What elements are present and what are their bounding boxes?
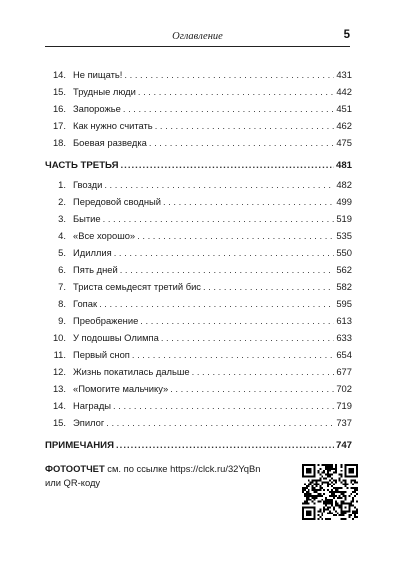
toc-entry[interactable] [45, 382, 352, 396]
toc-entry-page: 582 [336, 281, 352, 292]
toc-entry[interactable] [45, 331, 352, 345]
toc-entry-number: 16. [52, 103, 66, 114]
toc-entry-number: 15. [52, 86, 66, 97]
dot-leader [132, 348, 334, 362]
dot-leader [99, 297, 334, 311]
toc-entry-title: Идиллия [73, 247, 112, 258]
page-number: 5 [343, 29, 350, 41]
toc-entry[interactable] [45, 178, 352, 192]
toc-entry-page: 654 [336, 349, 352, 360]
notes-page: 747 [335, 440, 352, 451]
toc-entry-page: 475 [336, 137, 352, 148]
toc-entry-number: 8. [58, 298, 66, 309]
toc-entry-title: Жизнь покатилась дальше [73, 366, 190, 377]
toc-entry-title: Трудные люди [73, 86, 136, 97]
toc-entry-number: 7. [58, 281, 66, 292]
toc-entry[interactable] [45, 102, 352, 116]
toc-entry-page: 519 [336, 213, 352, 224]
toc-entry[interactable] [45, 416, 352, 430]
dot-leader [123, 102, 334, 116]
toc-entry-title: Запорожье [73, 103, 121, 114]
toc-entry[interactable] [45, 348, 352, 362]
dot-leader [137, 229, 334, 243]
toc-entry-title: Гопак [73, 298, 98, 309]
toc-entry-number: 10. [52, 332, 66, 343]
page-header [45, 30, 350, 47]
dot-leader [120, 263, 335, 277]
toc-entry-number: 12. [52, 366, 66, 377]
toc-entry-title: Преображение [73, 315, 139, 326]
toc-entry-number: 18. [52, 137, 66, 148]
header-title: Оглавление [172, 31, 223, 42]
toc-entry-page: 431 [336, 69, 352, 80]
toc-entry[interactable] [45, 136, 352, 150]
toc-entry-page: 633 [336, 332, 352, 343]
toc-entry[interactable] [45, 263, 352, 277]
toc-entry-page: 562 [336, 264, 352, 275]
qr-code-graphic [302, 464, 358, 520]
toc-entry-page: 719 [336, 400, 352, 411]
toc-entry-page: 550 [336, 247, 352, 258]
toc-entry-title: Боевая разведка [73, 137, 147, 148]
toc-entry[interactable] [45, 195, 352, 209]
toc-entry-page: 595 [336, 298, 352, 309]
dot-leader [170, 382, 334, 396]
toc-entry-title: Награды [73, 400, 112, 411]
dot-leader [104, 178, 334, 192]
toc-entry-page: 451 [336, 103, 352, 114]
toc-entry-title: У подошвы Олимпа [73, 332, 159, 343]
dot-leader [192, 365, 335, 379]
toc-entry-number: 17. [52, 120, 66, 131]
toc-entry-number: 13. [52, 383, 66, 394]
toc-entry-number: 5. [58, 247, 66, 258]
toc-entry-number: 4. [58, 230, 66, 241]
toc-entry-title: «Помогите мальчику» [73, 383, 169, 394]
toc-entry-title: Гвозди [73, 179, 103, 190]
toc-entry-number: 14. [52, 400, 66, 411]
toc-entry-page: 737 [336, 417, 352, 428]
toc-entry-page: 535 [336, 230, 352, 241]
toc-entry[interactable] [45, 85, 352, 99]
notes-title: ПРИМЕЧАНИЯ [45, 440, 114, 451]
dot-leader [155, 119, 335, 133]
dot-leader [140, 314, 334, 328]
toc-entry-number: 3. [58, 213, 66, 224]
toc-entry-title: Эпилог [73, 417, 105, 428]
toc-entry[interactable] [45, 68, 352, 82]
toc-entry[interactable] [45, 314, 352, 328]
qr-code-icon[interactable] [302, 464, 358, 520]
photo-report-label: ФОТООТЧЕТ [45, 463, 105, 474]
dot-leader [106, 416, 334, 430]
dot-leader [124, 68, 334, 82]
toc-entry[interactable] [45, 246, 352, 260]
dot-leader [103, 212, 335, 226]
toc-entry-number: 15. [52, 417, 66, 428]
dot-leader [116, 439, 334, 453]
toc-entry-title: Передовой сводный [73, 196, 161, 207]
toc-entry-number: 14. [52, 69, 66, 80]
toc-entry-title: Пять дней [73, 264, 118, 275]
toc-entry-title: Как нужно считать [73, 120, 153, 131]
part-title: ЧАСТЬ ТРЕТЬЯ [45, 160, 119, 171]
photo-report-text [45, 462, 285, 489]
toc-entry[interactable] [45, 365, 352, 379]
photo-report-qr-text: или QR-коду [45, 476, 101, 488]
toc-notes-heading[interactable] [45, 439, 352, 453]
toc-entry-number: 2. [58, 196, 66, 207]
dot-leader [113, 399, 334, 413]
toc-entry-title: «Все хорошо» [73, 230, 136, 241]
toc-entry[interactable] [45, 229, 352, 243]
toc-entry-number: 11. [53, 349, 66, 360]
dot-leader [114, 246, 335, 260]
toc-entry-page: 442 [336, 86, 352, 97]
toc-entry-number: 1. [58, 179, 66, 190]
dot-leader [149, 136, 334, 150]
toc-entry-page: 613 [336, 315, 352, 326]
dot-leader [203, 280, 334, 294]
toc-entry-title: Триста семьдесят третий бис [73, 281, 201, 292]
toc-entry-number: 9. [58, 315, 66, 326]
part-page: 481 [335, 160, 352, 171]
dot-leader [161, 331, 335, 345]
toc-entry-page: 482 [336, 179, 352, 190]
toc-entry[interactable] [45, 212, 352, 226]
toc-part-heading[interactable] [45, 159, 352, 173]
toc-entry[interactable] [45, 297, 352, 311]
toc-entry-page: 702 [336, 383, 352, 394]
dot-leader [138, 85, 334, 99]
toc-entry-title: Первый сноп [73, 349, 130, 360]
toc-entry-title: Бытие [73, 213, 101, 224]
dot-leader [121, 159, 334, 173]
photo-report-link-text[interactable]: см. по ссылке https://clck.ru/32YqBn [104, 463, 261, 474]
dot-leader [163, 195, 334, 209]
toc-entry[interactable] [45, 119, 352, 133]
toc-entry-page: 499 [336, 196, 352, 207]
toc-entry-page: 677 [336, 366, 352, 377]
toc-entry-page: 462 [336, 120, 352, 131]
toc-entry-number: 6. [58, 264, 66, 275]
toc-entry-title: Не пищать! [73, 69, 123, 80]
toc-entry[interactable] [45, 280, 352, 294]
toc-entry[interactable] [45, 399, 352, 413]
